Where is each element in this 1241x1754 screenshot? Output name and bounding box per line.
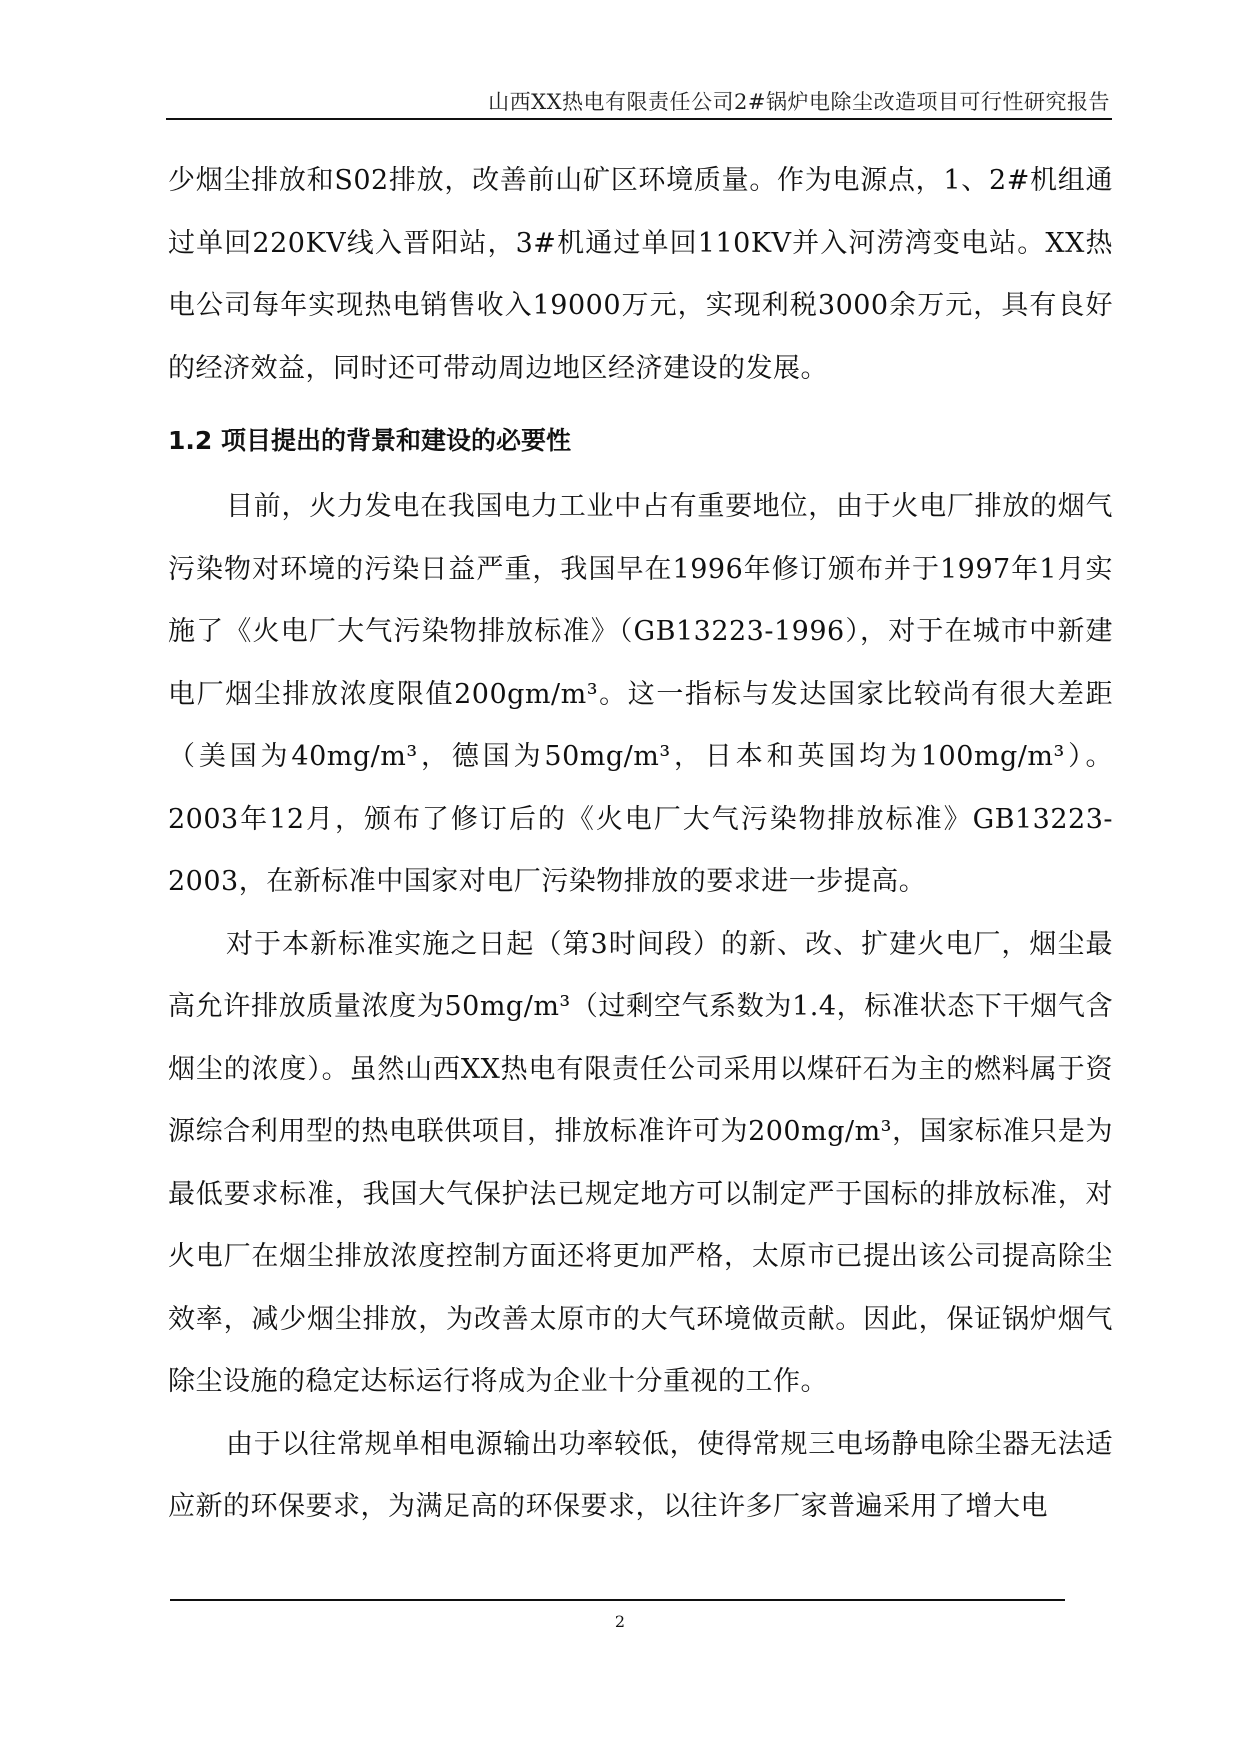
page-number: 2 (614, 1612, 626, 1631)
section-heading: 1.2 项目提出的背景和建设的必要性 (168, 426, 571, 455)
body-paragraph-new-standard: 对于本新标准实施之日起（第3时间段）的新、改、扩建火电厂，烟尘最高允许排放质量浓度为50mg/m³（过剩空气系数为1.4，标准状态下干烟气含烟尘的浓度）。虽然山西XX热电有限责任公司采用以煤矸石为主的燃料属于资源综合利用型的热电联供项目，排放标准许可为200mg/m³，国家标准只是为最低要求标准，我国大气保护法已规定地方可以制定严于国标的排放标准，对火电厂在烟尘排放浓度控制方面还将更加严格，太原市已提出该公司提高除尘效率，减少烟尘排放，为改善太原市的大气环境做贡献。因此，保证锅炉烟气除尘设施的稳定达标运行将成为企业十分重视的工作。 (168, 928, 1113, 1397)
header-rule (166, 118, 1112, 120)
body-paragraph-continued: 少烟尘排放和S02排放，改善前山矿区环境质量。作为电源点，1、2#机组通过单回220KV线入晋阳站，3#机通过单回110KV并入河涝湾变电站。XX热电公司每年实现热电销售收入19000万元，实现利税3000余万元，具有良好的经济效益，同时还可带动周边地区经济建设的发展。 (168, 165, 1113, 384)
page-header: 山西XX热电有限责任公司2#锅炉电除尘改造项目可行性研究报告 (488, 90, 1110, 114)
body-paragraph-single-phase: 由于以往常规单相电源输出功率较低，使得常规三电场静电除尘器无法适应新的环保要求，为满足高的环保要求，以往许多厂家普遍采用了增大电 (168, 1428, 1113, 1522)
body-paragraph-background: 目前，火力发电在我国电力工业中占有重要地位，由于火电厂排放的烟气污染物对环境的污染日益严重，我国早在1996年修订颁布并于1997年1月实施了《火电厂大气污染物排放标准》（GB13223-1996），对于在城市中新建电厂烟尘排放浓度限值200gm/m³。这一指标与发达国家比较尚有很大差距（美国为40mg/m³，德国为50mg/m³，日本和英国均为100mg/m³）。2003年12月，颁布了修订后的《火电厂大气污染物排放标准》GB13223-2003，在新标准中国家对电厂污染物排放的要求进一步提高。 (168, 491, 1113, 897)
footer-rule (170, 1599, 1065, 1601)
page-content (168, 150, 1113, 1539)
